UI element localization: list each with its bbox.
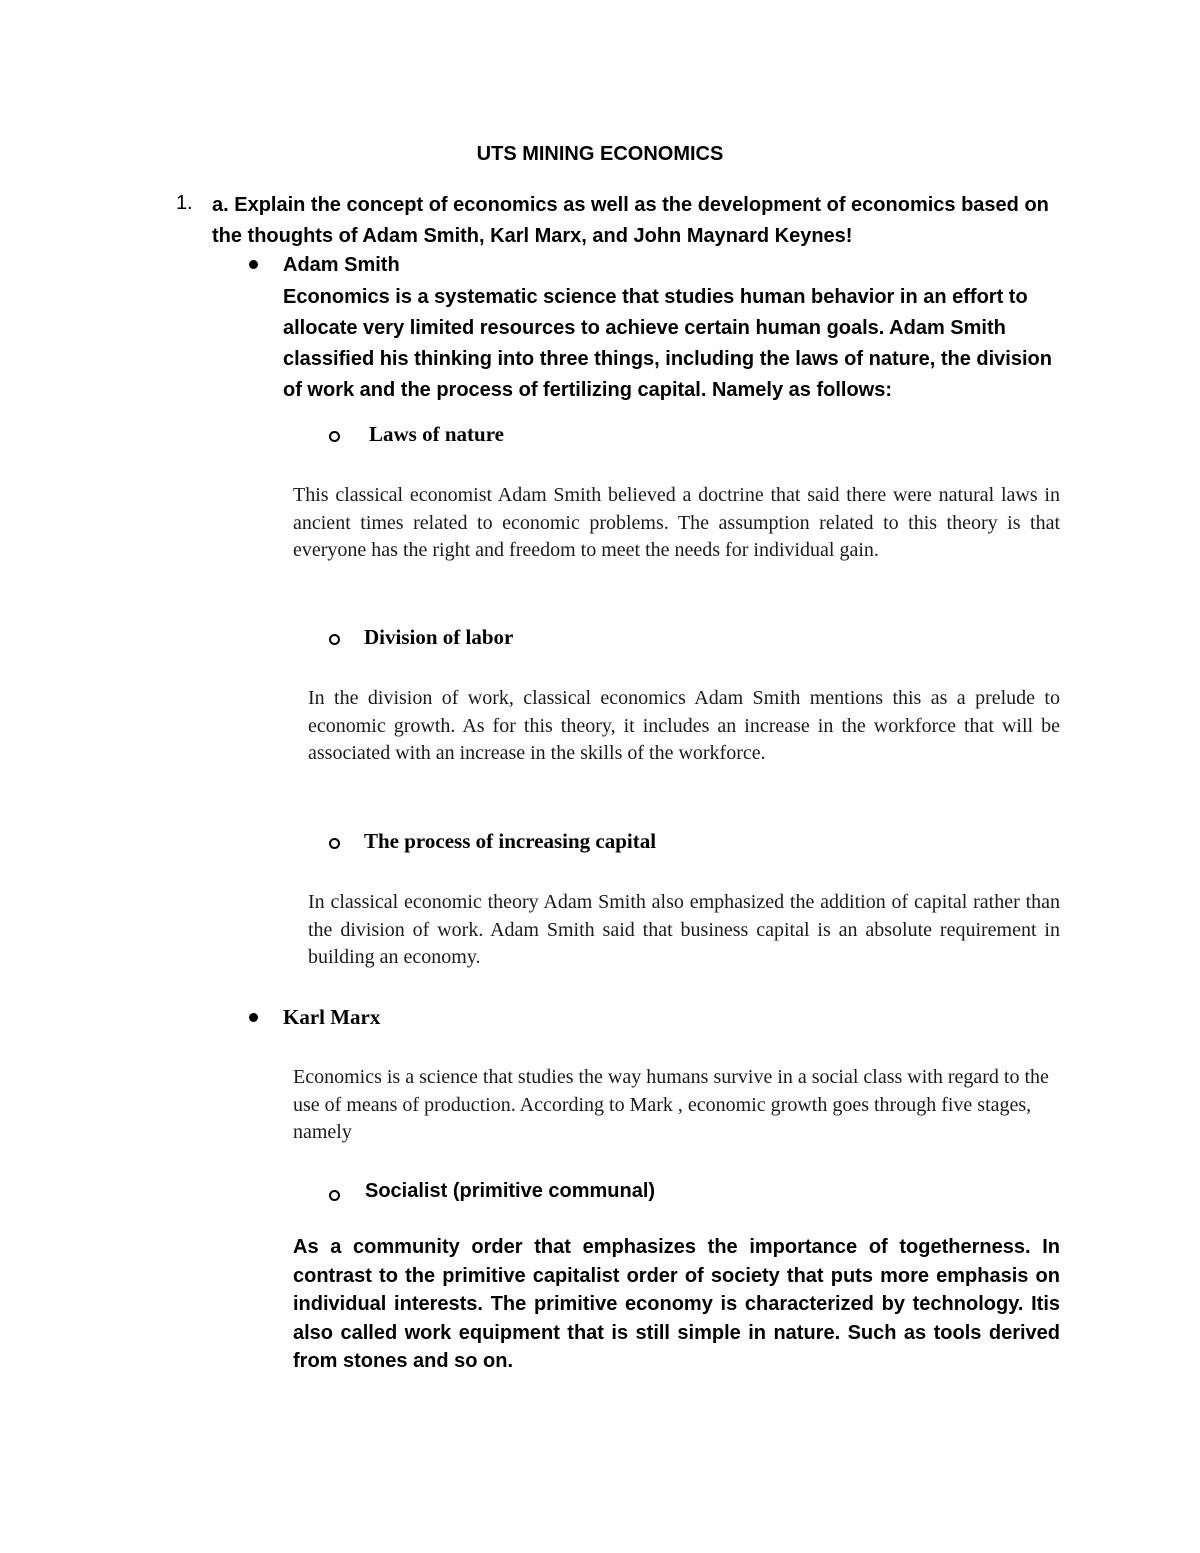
increasing-capital-heading: The process of increasing capital bbox=[364, 829, 657, 853]
laws-of-nature-text: This classical economist Adam Smith believed a doctrine that said there were natural laws in ancient times related to economic problems. The assumption related to this theory is that everyone has the right and freedom to meet the needs for individual gain. bbox=[293, 484, 1060, 561]
increasing-capital-text: In classical economic theory Adam Smith also emphasized the addition of capital rather than the division of work. Adam Smith said that business capital is an absolute requirement in building an economy. bbox=[308, 891, 1060, 968]
karl-marx-heading: Karl Marx bbox=[283, 1005, 381, 1029]
document-title: UTS MINING ECONOMICS bbox=[476, 143, 724, 165]
bullet-icon bbox=[249, 260, 258, 269]
adam-smith-heading: Adam Smith bbox=[283, 254, 400, 276]
question-number: 1. bbox=[176, 192, 193, 214]
sub-bullet-icon bbox=[329, 634, 340, 645]
karl-marx-intro: Economics is a science that studies the way humans survive in a social class with regard to the use of means of production. According to Mark , economic growth goes through five stages, namely bbox=[293, 1066, 1049, 1143]
sub-bullet-icon bbox=[329, 431, 340, 442]
division-of-labor-heading: Division of labor bbox=[364, 625, 514, 649]
socialist-text: As a community order that emphasizes the importance of togetherness. In contrast to the primitive capitalist order of society that puts more emphasis on individual interests. The primitive economy is characterized by technology. Itis also called work equipment that is still simple in nature. Such as tools derived from stones and so on. bbox=[293, 1236, 1060, 1372]
question-text: a. Explain the concept of economics as well as the development of economics based on the thoughts of Adam Smith, Karl Marx, and John Maynard Keynes! bbox=[212, 194, 1049, 247]
sub-bullet-icon bbox=[329, 1190, 340, 1201]
division-of-labor-text: In the division of work, classical economics Adam Smith mentions this as a prelude to economic growth. As for this theory, it includes an increase in the workforce that will be associated with an increase in the skills of the workforce. bbox=[308, 687, 1060, 764]
sub-bullet-icon bbox=[329, 838, 340, 849]
bullet-icon bbox=[249, 1013, 258, 1022]
adam-smith-intro: Economics is a systematic science that studies human behavior in an effort to allocate very limited resources to achieve certain human goals. Adam Smith classified his thinking into three things, including the laws of nature, the division of work and the process of fertilizing capital. Namely as follows: bbox=[283, 286, 1052, 401]
laws-of-nature-heading: Laws of nature bbox=[369, 422, 504, 446]
socialist-heading: Socialist (primitive communal) bbox=[365, 1180, 656, 1202]
